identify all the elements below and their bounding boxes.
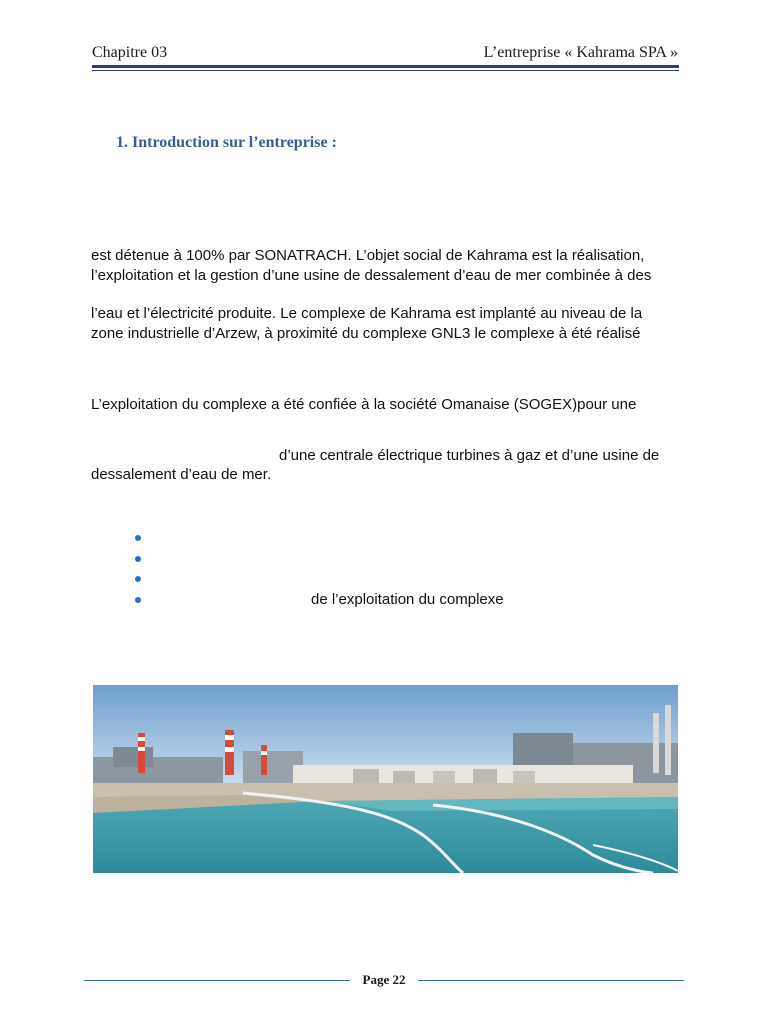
paragraph-line: l’exploitation et la gestion d’une usine de dessalement d’eau de mer combinée à des (91, 267, 652, 284)
desalination-plant-photo (93, 685, 678, 873)
paragraph-line: dessalement d’eau de mer. (91, 466, 272, 483)
header-rule-thick (92, 65, 679, 68)
page-number: Page 22 (362, 972, 406, 987)
paragraph-line: est détenue à 100% par SONATRACH. L’objet social de Kahrama est la réalisation, (91, 247, 645, 264)
header-rule-thin (92, 70, 679, 71)
bullet-dot (135, 556, 141, 562)
bullet-dot (135, 597, 141, 603)
chapter-label: Chapitre 03 (92, 44, 168, 61)
bullet-dot (135, 535, 141, 541)
footer-rule-left (84, 980, 350, 981)
bullet-item-text: de l’exploitation du complexe (311, 591, 504, 608)
footer-rule-right (418, 980, 684, 981)
paragraph-line: L’exploitation du complexe a été confiée à la société Omanaise (SOGEX)pour une (91, 396, 637, 413)
paragraph-line: d’une centrale électrique turbines à gaz et d’une usine de (279, 447, 660, 464)
section-heading: 1. Introduction sur l’entreprise : (116, 134, 337, 151)
paragraph-line: zone industrielle d’Arzew, à proximité du complexe GNL3 le complexe à été réalisé (91, 325, 641, 342)
chapter-title: L’entreprise « Kahrama SPA » (483, 44, 678, 61)
paragraph-line: l’eau et l’électricité produite. Le complexe de Kahrama est implanté au niveau de la (91, 305, 643, 322)
bullet-dot (135, 576, 141, 582)
